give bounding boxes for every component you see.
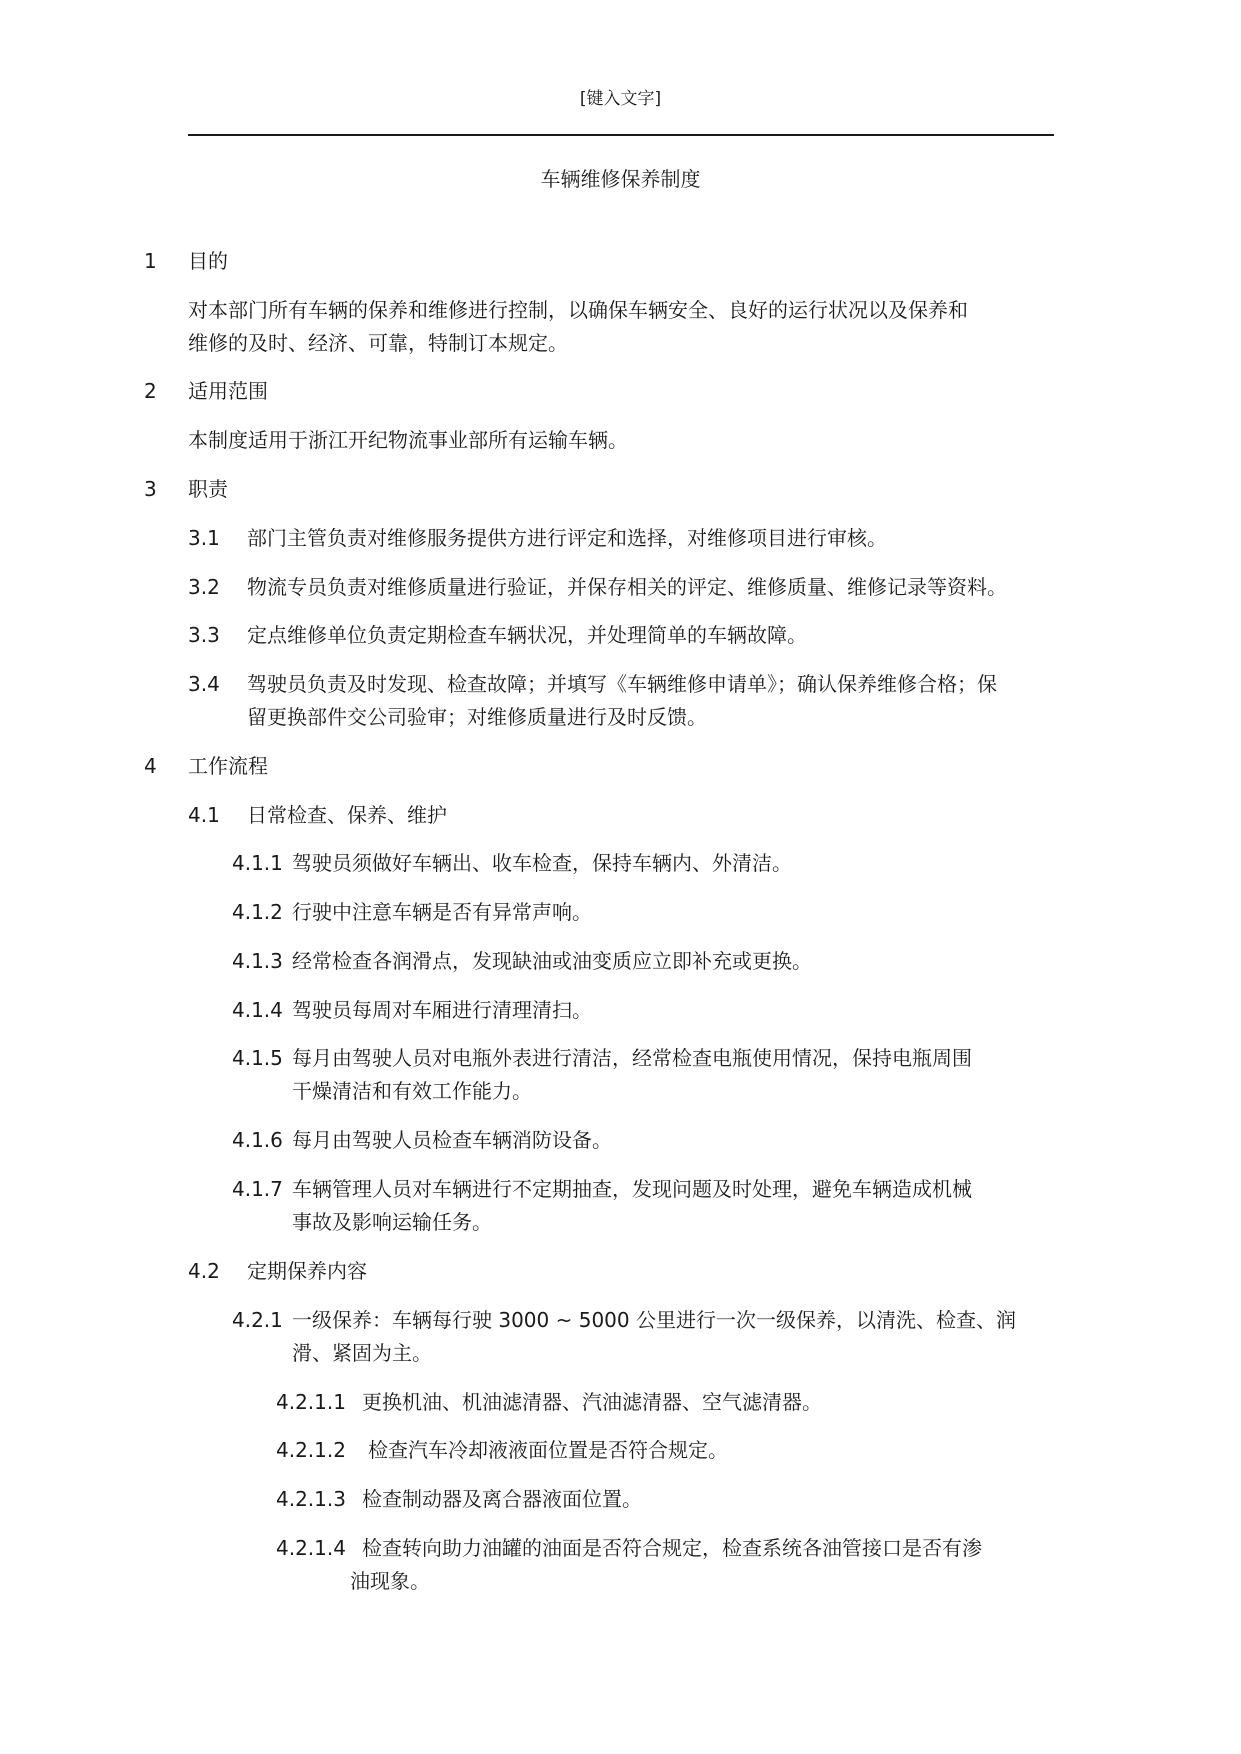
subsection-number: 4.2 [188, 1259, 220, 1283]
section-heading: 工作流程 [188, 754, 268, 778]
item-number: 4.1.1 [232, 851, 283, 875]
subitem-line: 油现象。 [350, 1569, 430, 1593]
item-line: 留更换部件交公司验审；对维修质量进行及时反馈。 [247, 705, 707, 729]
subitem-number: 4.2.1.4 [276, 1536, 346, 1560]
section-heading: 目的 [188, 249, 228, 273]
item-line: 驾驶员须做好车辆出、收车检查，保持车辆内、外清洁。 [292, 851, 792, 875]
item-line: 干燥清洁和有效工作能力。 [292, 1079, 532, 1103]
item-line: 车辆管理人员对车辆进行不定期抽查，发现问题及时处理，避免车辆造成机械 [292, 1177, 972, 1201]
subitem-line: 检查汽车冷却液液面位置是否符合规定。 [368, 1438, 728, 1462]
section-number: 4 [144, 754, 157, 778]
item-line: 滑、紧固为主。 [292, 1341, 432, 1365]
subitem-number: 4.2.1.3 [276, 1487, 346, 1511]
section-number: 2 [144, 379, 157, 403]
subitem-line: 检查制动器及离合器液面位置。 [362, 1487, 642, 1511]
section-number: 1 [144, 249, 157, 273]
subsection-heading: 日常检查、保养、维护 [247, 803, 447, 827]
subsection-number: 4.1 [188, 803, 220, 827]
subsection-heading: 定期保养内容 [247, 1259, 367, 1283]
item-number: 4.1.6 [232, 1128, 283, 1152]
item-line: 物流专员负责对维修质量进行验证，并保存相关的评定、维修质量、维修记录等资料。 [247, 575, 1007, 599]
item-line: 经常检查各润滑点，发现缺油或油变质应立即补充或更换。 [292, 949, 812, 973]
paragraph-line: 维修的及时、经济、可靠，特制订本规定。 [188, 331, 568, 355]
item-line: 一级保养：车辆每行驶 3000 ~ 5000 公里进行一次一级保养，以清洗、检查、润 [292, 1308, 1016, 1332]
page-header: [键入文字] [579, 89, 662, 109]
item-number: 3.3 [188, 623, 220, 647]
item-number: 4.1.2 [232, 900, 283, 924]
subitem-line: 更换机油、机油滤清器、汽油滤清器、空气滤清器。 [362, 1390, 822, 1414]
item-number: 4.1.7 [232, 1177, 283, 1201]
item-line: 行驶中注意车辆是否有异常声响。 [292, 900, 592, 924]
section-heading: 适用范围 [188, 379, 268, 403]
section-heading: 职责 [188, 477, 228, 501]
item-line: 驾驶员负责及时发现、检查故障；并填写《车辆维修申请单》；确认保养维修合格；保 [247, 672, 997, 696]
item-line: 每月由驾驶人员检查车辆消防设备。 [292, 1128, 612, 1152]
paragraph-line: 本制度适用于浙江开纪物流事业部所有运输车辆。 [188, 428, 628, 452]
item-number: 3.4 [188, 672, 220, 696]
item-line: 定点维修单位负责定期检查车辆状况，并处理简单的车辆故障。 [247, 623, 807, 647]
document-title: 车辆维修保养制度 [540, 167, 701, 191]
item-line: 部门主管负责对维修服务提供方进行评定和选择，对维修项目进行审核。 [247, 526, 887, 550]
subitem-number: 4.2.1.2 [276, 1438, 346, 1462]
item-number: 4.1.4 [232, 998, 283, 1022]
item-line: 事故及影响运输任务。 [292, 1210, 492, 1234]
section-number: 3 [144, 477, 157, 501]
item-line: 每月由驾驶人员对电瓶外表进行清洁，经常检查电瓶使用情况，保持电瓶周围 [292, 1046, 972, 1070]
item-number: 4.2.1 [232, 1308, 283, 1332]
paragraph-line: 对本部门所有车辆的保养和维修进行控制，以确保车辆安全、良好的运行状况以及保养和 [188, 298, 968, 322]
subitem-number: 4.2.1.1 [276, 1390, 346, 1414]
item-number: 4.1.3 [232, 949, 283, 973]
subitem-line: 检查转向助力油罐的油面是否符合规定，检查系统各油管接口是否有渗 [362, 1536, 982, 1560]
item-number: 3.1 [188, 526, 220, 550]
header-divider [188, 134, 1054, 136]
item-number: 4.1.5 [232, 1046, 283, 1070]
item-number: 3.2 [188, 575, 220, 599]
item-line: 驾驶员每周对车厢进行清理清扫。 [292, 998, 592, 1022]
